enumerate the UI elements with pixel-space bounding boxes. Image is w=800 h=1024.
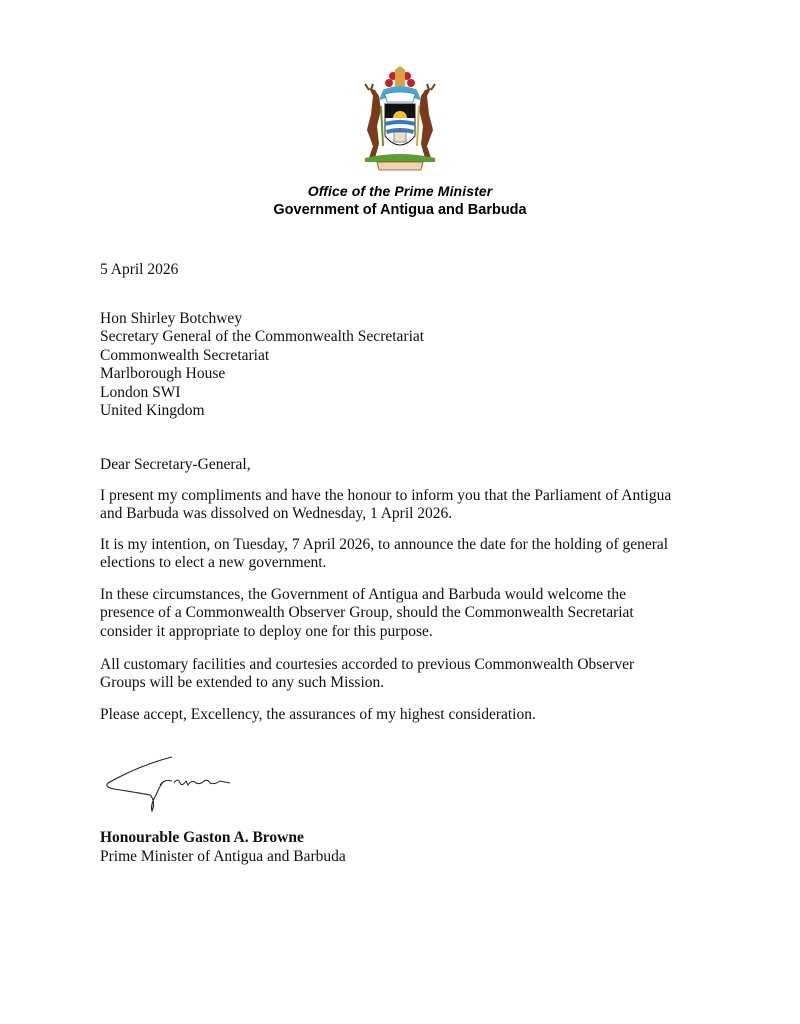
body-paragraph — [100, 586, 634, 641]
signatory-title: Prime Minister of Antigua and Barbuda — [100, 848, 346, 865]
paragraph-line: presence of a Commonwealth Observer Group, should the Commonwealth Secretariat — [100, 604, 634, 622]
recipient-organization: Commonwealth Secretariat — [100, 346, 270, 364]
recipient-position: Secretary General of the Commonwealth Secretariat — [100, 328, 425, 346]
recipient-address — [100, 310, 424, 420]
paragraph-line: It is my intention, on Tuesday, 7 April 2026, to announce the date for the holding of general — [100, 536, 669, 553]
paragraph-line: consider it appropriate to deploy one for this purpose. — [100, 622, 433, 640]
government-title: Government of Antigua and Barbuda — [273, 202, 527, 218]
recipient-name: Hon Shirley Botchwey — [100, 310, 243, 327]
body-paragraph — [100, 536, 668, 573]
closing-paragraph — [100, 706, 536, 724]
paragraph-line: I present my compliments and have the honour to inform you that the Parliament of Antigua — [100, 487, 672, 504]
paragraph-line: and Barbuda was dissolved on Wednesday, 1 April 2026. — [100, 505, 453, 523]
paragraph-line: All customary facilities and courtesies accorded to previous Commonwealth Observer — [100, 656, 635, 673]
body-paragraph — [100, 487, 671, 524]
salutation: Dear Secretary-General, — [100, 456, 251, 473]
coat-of-arms-logo — [355, 66, 445, 172]
recipient-country: United Kingdom — [100, 402, 205, 420]
paragraph-line: Groups will be extended to any such Mission. — [100, 674, 385, 692]
office-title: Office of the Prime Minister — [307, 183, 493, 199]
paragraph-line: elections to elect a new government. — [100, 554, 327, 572]
recipient-building: Marlborough House — [100, 365, 226, 383]
paragraph-line: Please accept, Excellency, the assurances of my highest consideration. — [100, 706, 536, 723]
paragraph-line: In these circumstances, the Government of Antigua and Barbuda would welcome the — [100, 586, 626, 603]
letter-date: 5 April 2026 — [100, 261, 179, 278]
signatory-name: Honourable Gaston A. Browne — [100, 829, 304, 846]
handwritten-signature — [100, 755, 260, 815]
body-paragraph — [100, 656, 634, 693]
recipient-city: London SWI — [100, 383, 181, 401]
